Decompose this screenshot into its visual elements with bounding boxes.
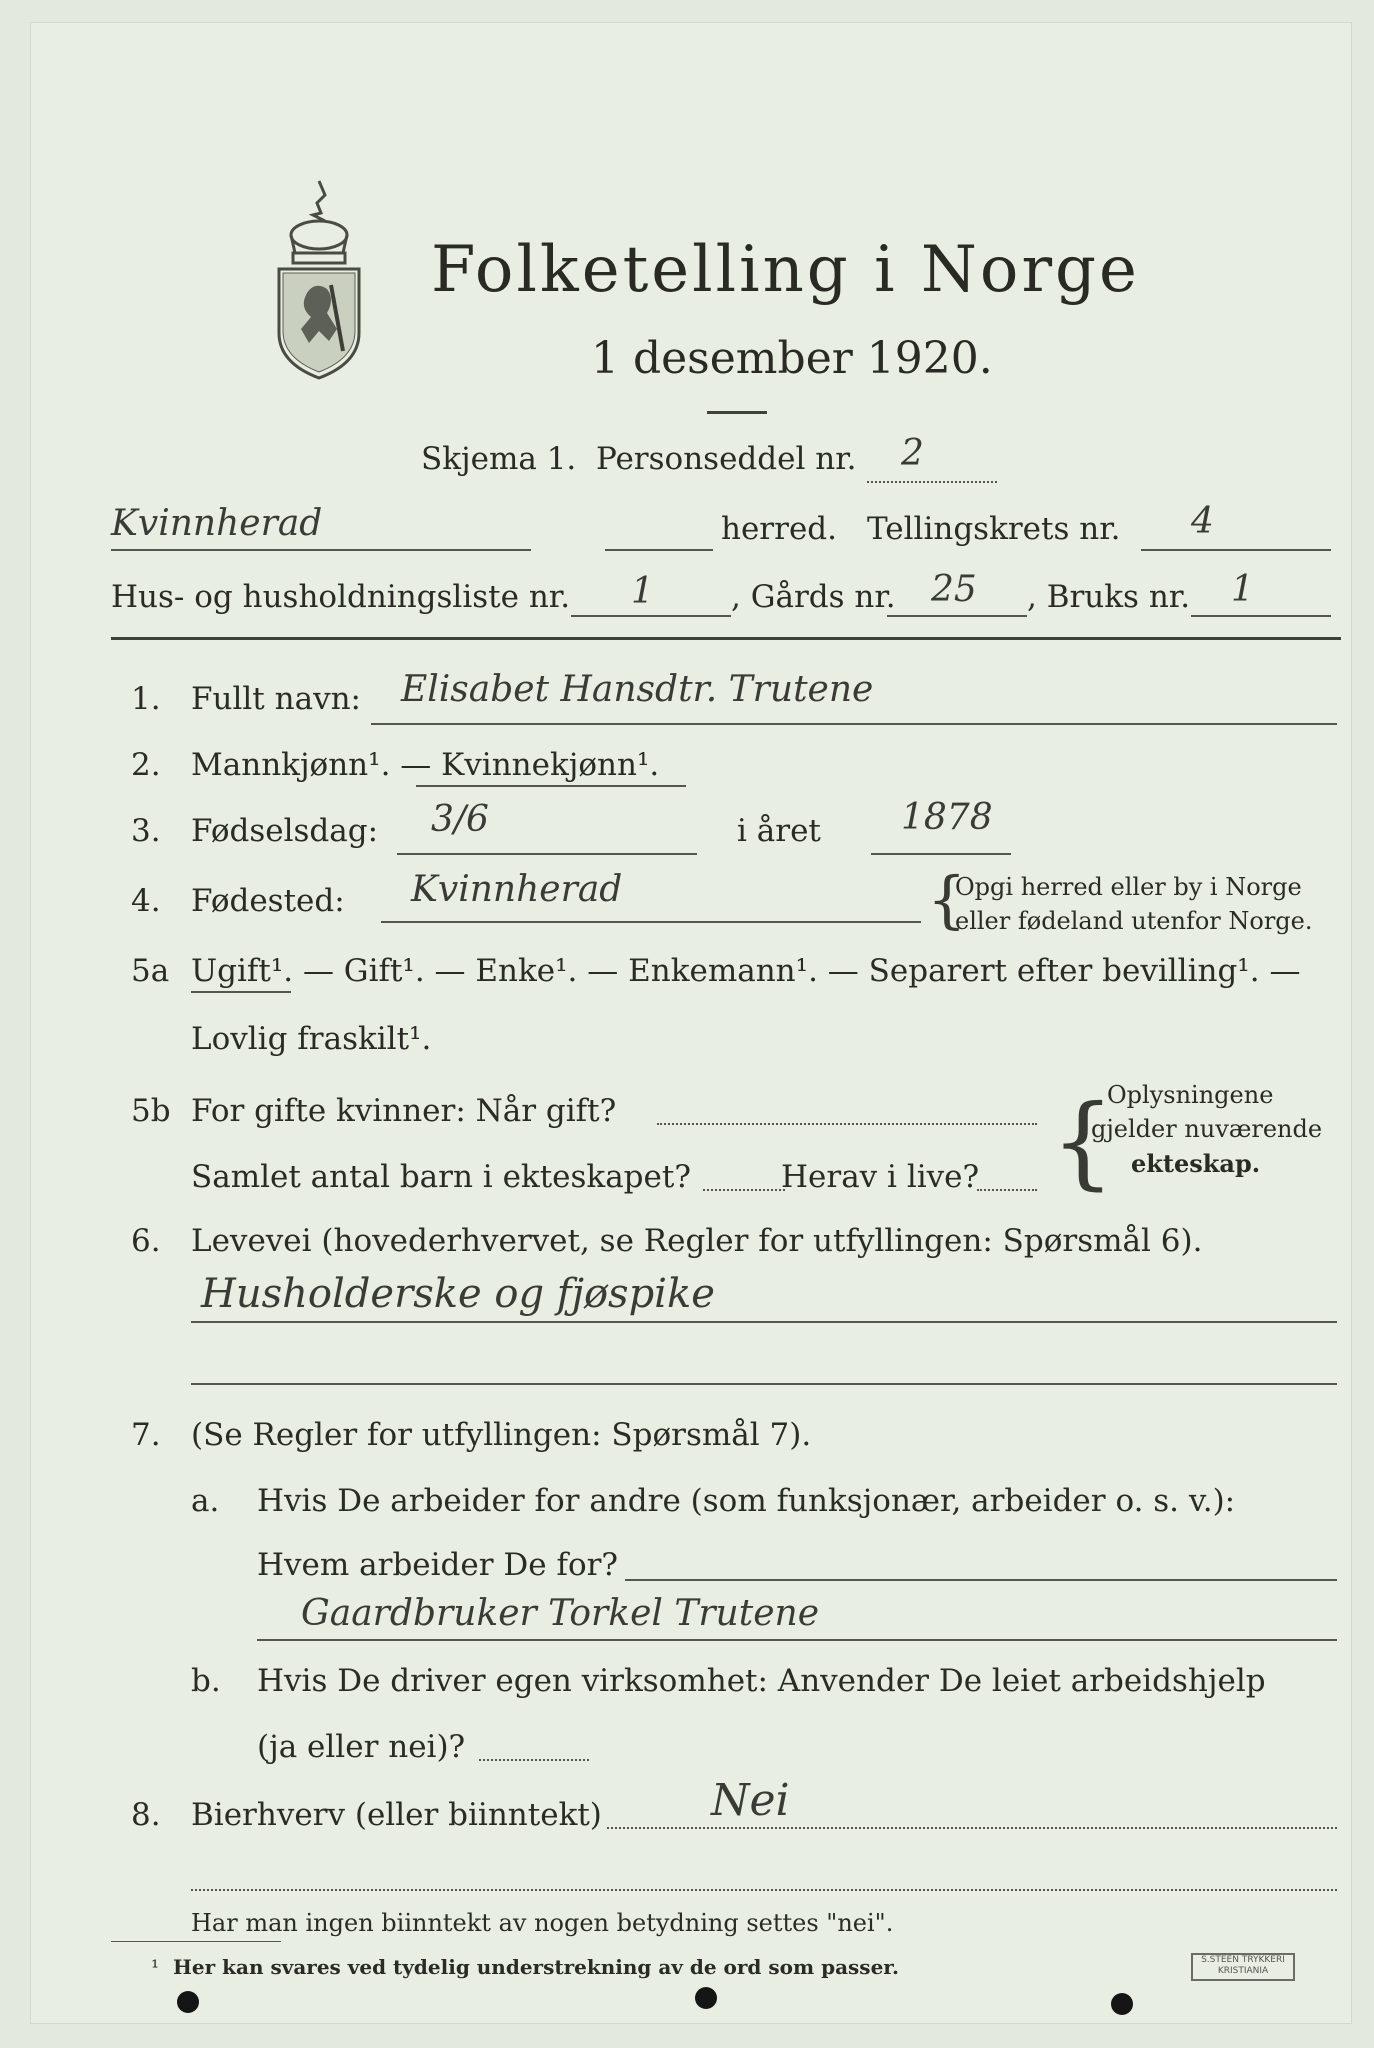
q3-year-value[interactable]: 1878 <box>901 797 993 838</box>
punch-hole-left <box>177 1991 199 2013</box>
q7b-letter: b. <box>191 1663 221 1699</box>
q3-label: Fødselsdag: <box>191 813 379 849</box>
q7a-line1: Hvis De arbeider for andre (som funksjonær, arbeider o. s. v.): <box>257 1483 1236 1519</box>
q3-date-line <box>397 853 697 855</box>
tellingskrets-line <box>1141 549 1331 551</box>
husliste-value[interactable]: 1 <box>631 571 654 612</box>
q2-number: 2. <box>131 747 161 783</box>
form-title: Folketelling i Norge <box>431 233 1140 307</box>
q5b-number: 5b <box>131 1093 171 1129</box>
q5b-alive-line <box>977 1189 1037 1191</box>
q5b-married-when-line <box>657 1123 1037 1125</box>
q1-full-name-value[interactable]: Elisabet Hansdtr. Trutene <box>401 669 874 710</box>
q5a-number: 5a <box>131 953 170 989</box>
herred-value[interactable]: Kvinnherad <box>111 503 323 544</box>
footnote-mark: ¹ <box>151 1955 160 1979</box>
q8-line2 <box>191 1889 1337 1891</box>
q7b-line2: (ja eller nei)? <box>257 1729 466 1765</box>
q4-number: 4. <box>131 883 161 919</box>
gards-line <box>887 615 1027 617</box>
q4-note-line2: eller fødeland utenfor Norge. <box>955 907 1313 935</box>
q5a-marital-options[interactable]: Ugift¹. — Gift¹. — Enke¹. — Enkemann¹. — Separert efter bevilling¹. — <box>191 953 1301 989</box>
q8-number: 8. <box>131 1797 161 1833</box>
q7a-employer-value[interactable]: Gaardbruker Torkel Trutene <box>301 1593 819 1634</box>
q3-number: 3. <box>131 813 161 849</box>
gards-label: , Gårds nr. <box>731 579 896 615</box>
q7b-answer-line[interactable] <box>479 1759 589 1761</box>
q8-side-income-value[interactable]: Nei <box>711 1775 790 1826</box>
bruks-line <box>1191 615 1331 617</box>
q5b-brace: { <box>1051 1083 1115 1200</box>
q7a-letter: a. <box>191 1483 220 1519</box>
schema-label: Skjema 1. <box>421 441 577 477</box>
q5a-ugift-underline <box>191 991 291 993</box>
title-divider <box>707 411 767 414</box>
q8-label: Bierhverv (eller biinntekt) <box>191 1797 602 1833</box>
gards-value[interactable]: 25 <box>931 569 977 610</box>
herred-line <box>111 549 531 551</box>
q6-number: 6. <box>131 1223 161 1259</box>
q1-label: Fullt navn: <box>191 681 361 717</box>
stamp-line1: S.STEEN TRYKKERI <box>1201 1955 1285 1965</box>
personseddel-value[interactable]: 2 <box>901 433 924 474</box>
footer-note: Har man ingen biinntekt av nogen betydning settes "nei". <box>191 1909 894 1937</box>
q3-year-label: i året <box>737 813 821 849</box>
q2-kvinnekjonn-underline <box>416 785 686 787</box>
q3-birthdate-value[interactable]: 3/6 <box>431 799 489 840</box>
footnote-text: Her kan svares ved tydelig understrekning av de ord som passer. <box>173 1955 899 1979</box>
q6-label: Levevei (hovederhvervet, se Regler for utfyllingen: Spørsmål 6). <box>191 1223 1203 1259</box>
q7a-employer-line1 <box>625 1579 1337 1581</box>
q4-brace: { <box>927 863 967 936</box>
q5b-married-when-label: For gifte kvinner: Når gift? <box>191 1093 617 1129</box>
q6-occupation-value[interactable]: Husholderske og fjøspike <box>201 1271 715 1317</box>
q1-number: 1. <box>131 681 161 717</box>
tellingskrets-value[interactable]: 4 <box>1191 501 1214 542</box>
q5b-note-line1: Oplysningene <box>1107 1081 1274 1109</box>
q4-note-line1: Opgi herred eller by i Norge <box>955 873 1302 901</box>
q4-birthplace-value[interactable]: Kvinnherad <box>411 869 623 910</box>
q3-year-line <box>871 853 1011 855</box>
q5a-line2[interactable]: Lovlig fraskilt¹. <box>191 1021 432 1057</box>
q7-label: (Se Regler for utfyllingen: Spørsmål 7). <box>191 1417 812 1453</box>
personseddel-label: Personseddel nr. <box>596 441 857 477</box>
herred-label: herred. <box>721 511 837 547</box>
tellingskrets-label: Tellingskrets nr. <box>867 511 1121 547</box>
q4-line <box>381 921 921 923</box>
q1-line <box>371 723 1337 725</box>
q6-line1 <box>191 1321 1337 1323</box>
husliste-line <box>571 615 731 617</box>
header-divider <box>111 637 1341 640</box>
q5b-note-line3: ekteskap. <box>1131 1149 1261 1178</box>
punch-hole-middle <box>695 1987 717 2009</box>
printer-stamp <box>1191 1953 1295 1981</box>
bruks-label: , Bruks nr. <box>1027 579 1191 615</box>
q2-gender-options[interactable]: Mannkjønn¹. — Kvinnekjønn¹. <box>191 747 660 783</box>
herred-line-2 <box>605 549 713 551</box>
personseddel-line <box>867 481 997 483</box>
q5b-alive-label: Herav i live? <box>781 1159 980 1195</box>
norway-coat-of-arms-icon <box>269 173 369 387</box>
bruks-value[interactable]: 1 <box>1231 569 1254 610</box>
husliste-label: Hus- og husholdningsliste nr. <box>111 579 571 615</box>
census-form-sheet <box>30 22 1352 2024</box>
q7a-employer-line2 <box>257 1639 1337 1641</box>
stamp-line2: KRISTIANIA <box>1217 1966 1269 1976</box>
q5b-note-line2: gjelder nuværende <box>1091 1115 1323 1143</box>
footnote-divider <box>111 1941 281 1942</box>
q5b-children-label: Samlet antal barn i ekteskapet? <box>191 1159 691 1195</box>
q5b-children-line <box>703 1189 785 1191</box>
punch-hole-right <box>1111 1993 1133 2015</box>
q7b-line1: Hvis De driver egen virksomhet: Anvender De leiet arbeidshjelp <box>257 1663 1266 1699</box>
census-date: 1 desember 1920. <box>591 333 993 384</box>
q7a-line2: Hvem arbeider De for? <box>257 1547 619 1583</box>
q8-line1 <box>607 1827 1337 1829</box>
q6-line2 <box>191 1383 1337 1385</box>
q7-number: 7. <box>131 1417 161 1453</box>
q4-label: Fødested: <box>191 883 345 919</box>
